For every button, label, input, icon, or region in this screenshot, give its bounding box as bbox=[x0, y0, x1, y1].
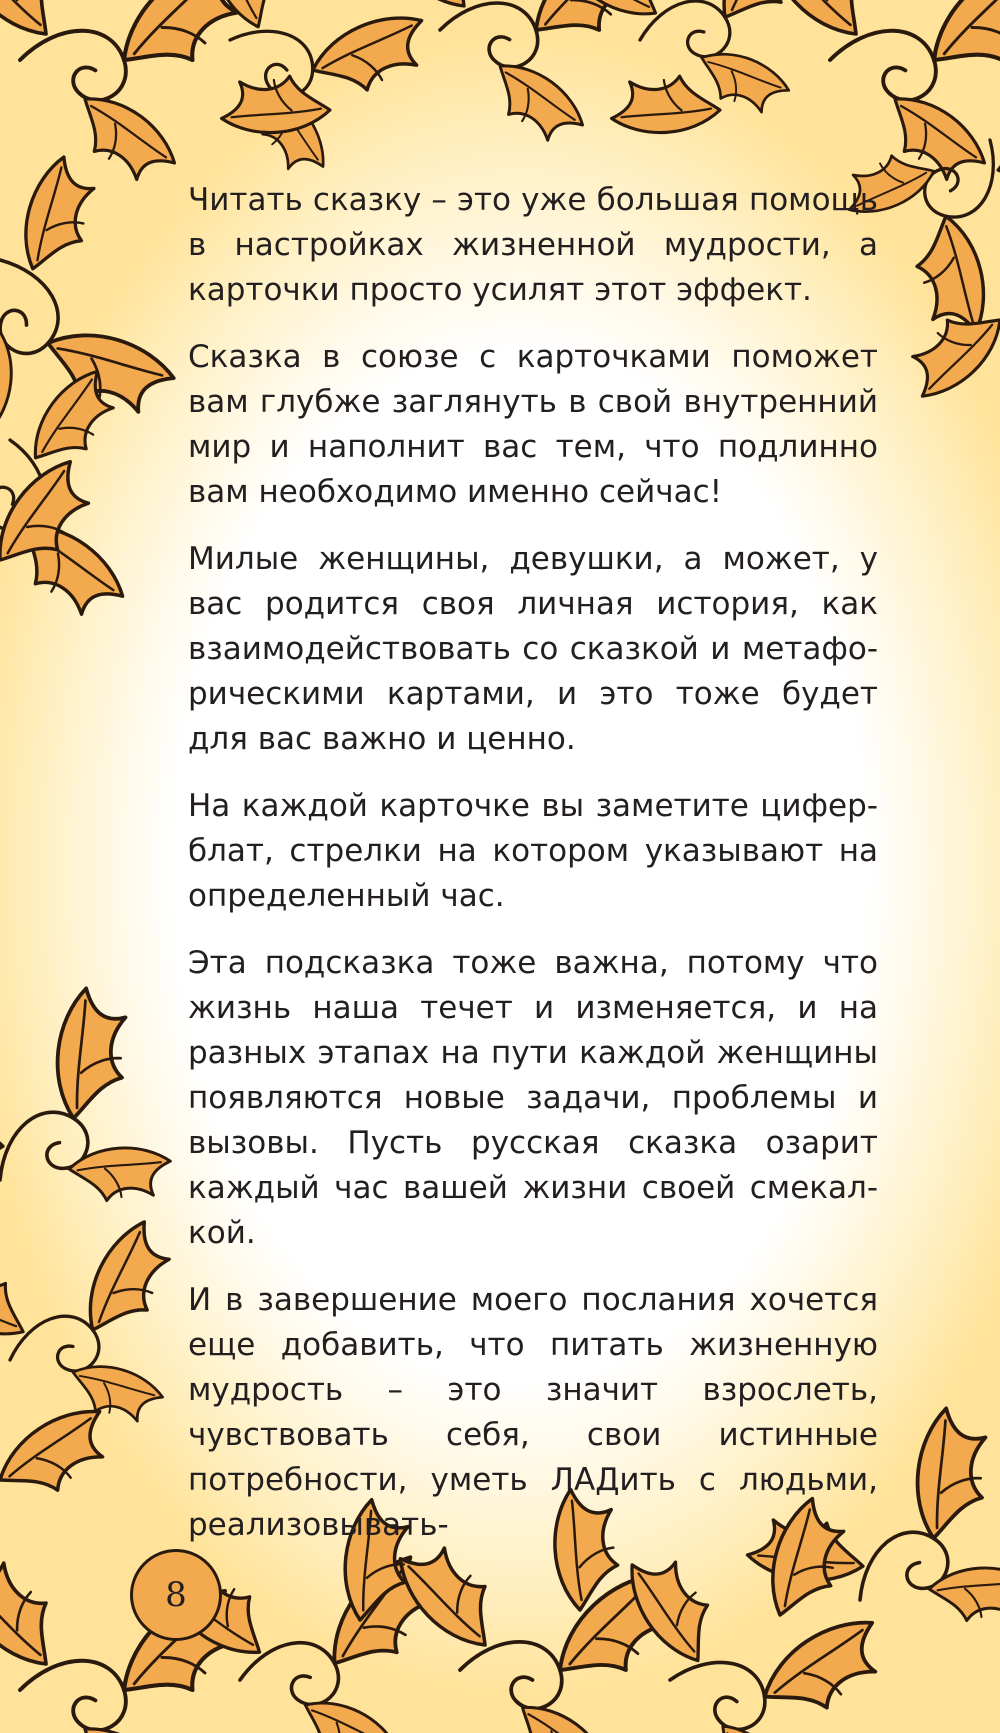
paragraph-6: И в завершение моего послания хочется еще добавить, что питать жизненную мудрость – это значит взрослеть, чувствовать себя, свои истинные потребности, уметь ЛАДить с людьми, реализовывать- bbox=[188, 1282, 878, 1543]
left-ornament bbox=[0, 144, 220, 654]
paragraph-1: Читать сказку – это уже большая помощь в настройках жизненной мудрости, а карточки просто усилят этот эффект. bbox=[188, 182, 878, 308]
paragraph-5: Эта подсказка тоже важна, потому что жизнь наша течет и изменяется, и на разных этапах на пути каждой женщины появляются новые задачи, проблемы и вызовы. Пусть русская сказка озарит каждый час вашей жизни своей смекалкой. bbox=[188, 945, 878, 1251]
paragraph-3: Милые женщины, девушки, а может, у вас родится своя личная история, как взаимодействовать со сказкой и метафорическими картами, и это тоже будет для вас важно и ценно. bbox=[188, 541, 878, 757]
paragraph-2: Сказка в союзе с карточками поможет вам глубже заглянуть в свой внутренний мир и наполнит вас тем, что подлинно вам необходимо именно сейчас! bbox=[188, 339, 878, 510]
body-text bbox=[188, 178, 878, 1570]
page-number-badge: 8 bbox=[130, 1549, 222, 1641]
paragraph-4: На каждой карточке вы заметите циферблат, стрелки на котором указывают на определенный час. bbox=[188, 788, 878, 914]
